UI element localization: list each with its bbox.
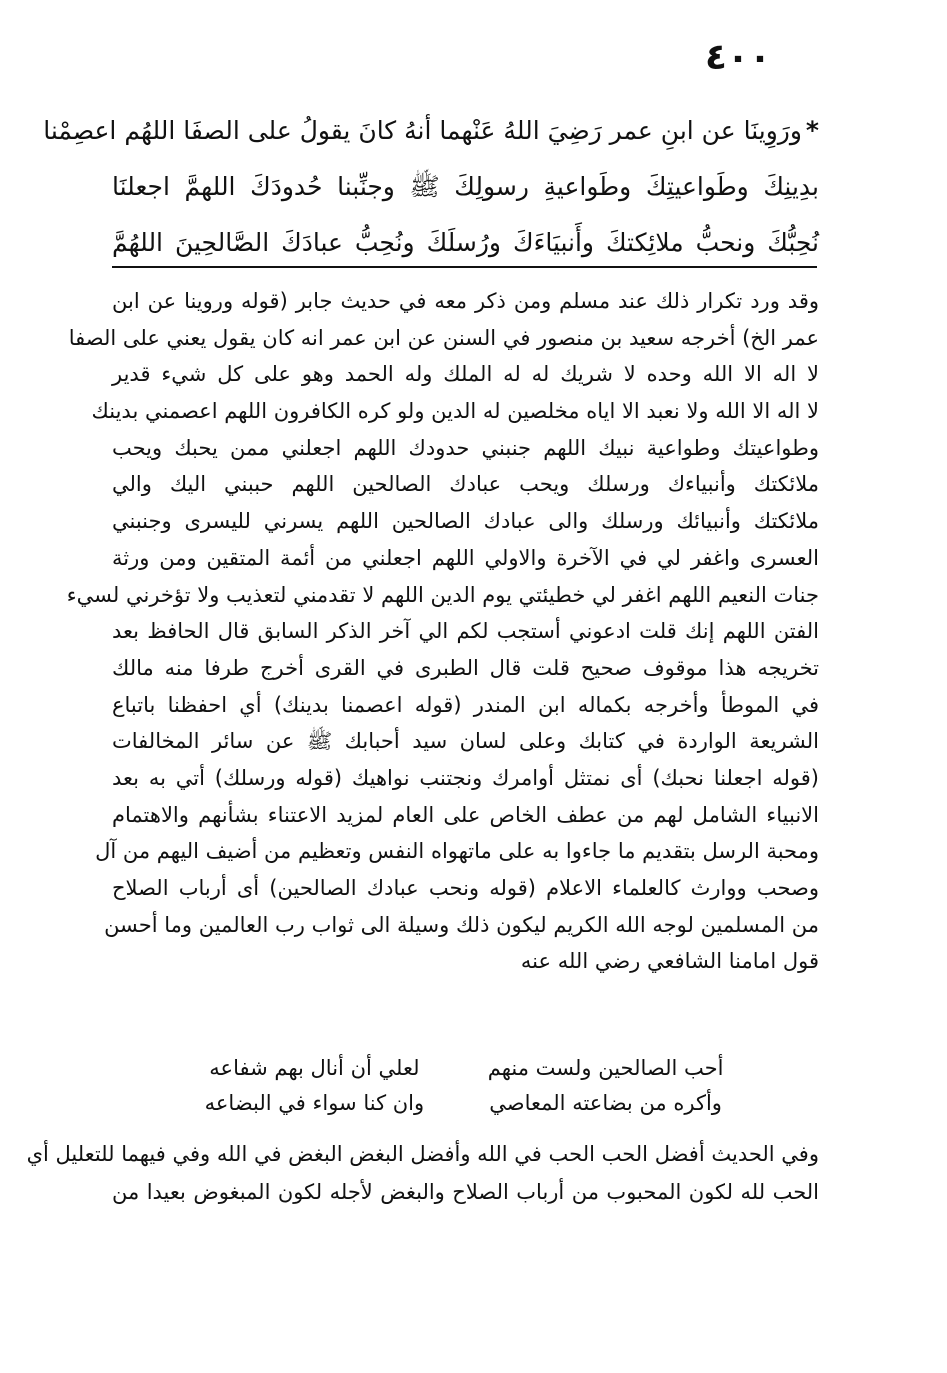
verse-second-hemistich: وان كنا سواء في البضاعه <box>204 1091 425 1115</box>
main-text-block <box>43 103 819 271</box>
commentary-line: لا اله الا الله ولا نعبد الا اياه مخلصين له الدين ولو كره الكافرون اللهم اعصمني بدينك <box>91 399 819 424</box>
main-text-line-content: ورَوِينَا عن ابنِ عمر رَضِيَ اللهُ عَنْهما أنهُ كانَ يقولُ على الصفَا اللهُم اعصِمْنا <box>43 116 802 145</box>
commentary-line: الشريعة الواردة في كتابك وعلى لسان سيد أحبابك ﷺ عن سائر المخالفات <box>112 729 819 754</box>
commentary-line: ومحبة الرسل بتقديم ما جاءوا به على ماتهواه النفس وتعظيم من أضيف اليهم من آل <box>95 839 819 864</box>
section-divider <box>112 266 817 268</box>
commentary-line: لا اله الا الله وحده لا شريك له له الملك وله الحمد وهو على كل شيء قدير <box>112 362 819 387</box>
main-text-line: بدِينِكَ وطَواعيتِكَ وطَواعيةِ رسولِكَ ﷺ وجنِّبنا حُدودَكَ اللهمَّ اجعلنَا <box>112 172 819 201</box>
commentary-line: تخريجه هذا موقوف صحيح قلت قال الطبرى في القرى أخرج طرفا منه مالك <box>112 655 819 680</box>
poem-verse <box>180 1086 740 1121</box>
commentary-line: الانبياء الشامل لهم من عطف الخاص على العام لمزيد الاعتناء بشأنهم والاهتمام <box>112 802 819 827</box>
commentary-line: جنات النعيم اللهم اغفر لي خطيئتي يوم الدين اللهم لا تقدمني لتعذيب ولا تؤخرني لسيء <box>66 582 819 607</box>
main-text-line: نُحِبُّكَ ونحبُّ ملائِكتكَ وأَنبيَاءَكَ ورُسلَكَ ونُحِبُّ عبادَكَ الصَّالحِينَ اللهُمَّ <box>112 228 819 257</box>
closing-line: الحب لله لكون المحبوب من أرباب الصلاح والبغض لأجله لكون المبغوض بعيدا من <box>112 1180 819 1204</box>
closing-block <box>26 1135 819 1211</box>
commentary-line: وقد ورد تكرار ذلك عند مسلم ومن ذكر معه في حديث جابر (قوله وروينا عن ابن <box>112 289 819 313</box>
commentary-block <box>66 283 819 980</box>
commentary-line: عمر الخ) أخرجه سعيد بن منصور في السنن عن ابن عمر انه كان يقول يعني على الصفا <box>68 325 819 350</box>
commentary-line: ملائكتك وأنبياءك ورسلك ويحب عبادك الصالحين اللهم حببني اليك والي <box>112 472 819 497</box>
verse-second-hemistich: لعلي أن أنال بهم شفاعه <box>209 1056 420 1080</box>
poem-verse <box>180 1051 740 1086</box>
main-text-line <box>43 103 819 159</box>
commentary-line: ملائكتك وأنبيائك ورسلك والى عبادك الصالحين اللهم يسرني لليسرى وجنبني <box>112 509 819 534</box>
closing-line: وفي الحديث أفضل الحب الحب في الله وأفضل البغض البغض في الله وفي فيهما للتعليل أي <box>26 1142 819 1166</box>
commentary-line: وطواعيتك وطواعية نبيك اللهم جنبني حدودك اللهم اجعلني ممن يحبك ويحب <box>112 435 819 460</box>
commentary-line: وصحب ووارث كالعلماء الاعلام (قوله ونحب عبادك الصالحين) أى أرباب الصلاح <box>112 876 819 900</box>
commentary-line: من المسلمين لوجه الله الكريم ليكون ذلك وسيلة الى ثواب رب العالمين وما أحسن <box>104 912 819 937</box>
commentary-line: الفتن اللهم إنك قلت ادعوني أستجب لكم الي آخر الذكر السابق قال الحافظ بعد <box>112 619 819 644</box>
bullet-icon: * <box>805 116 819 145</box>
page-number: ٤٠٠ <box>705 37 771 78</box>
commentary-line: (قوله اجعلنا نحبك) أى نمتثل أوامرك ونجتنب نواهيك (قوله ورسلك) أتي به بعد <box>112 765 819 790</box>
verse-first-hemistich: وأكره من بضاعته المعاصي <box>489 1091 722 1115</box>
commentary-line: قول امامنا الشافعي رضي الله عنه <box>520 949 819 974</box>
poem-block <box>180 1051 740 1121</box>
commentary-line: في الموطأ وأخرجه بكماله ابن المندر (قوله اعصمنا بدينك) أي احفظنا باتباع <box>112 692 819 717</box>
verse-first-hemistich: أحب الصالحين ولست منهم <box>487 1056 724 1080</box>
commentary-line: العسرى واغفر لي في الآخرة والاولي اللهم اجعلني من أئمة المتقين ومن ورثة <box>112 545 819 570</box>
